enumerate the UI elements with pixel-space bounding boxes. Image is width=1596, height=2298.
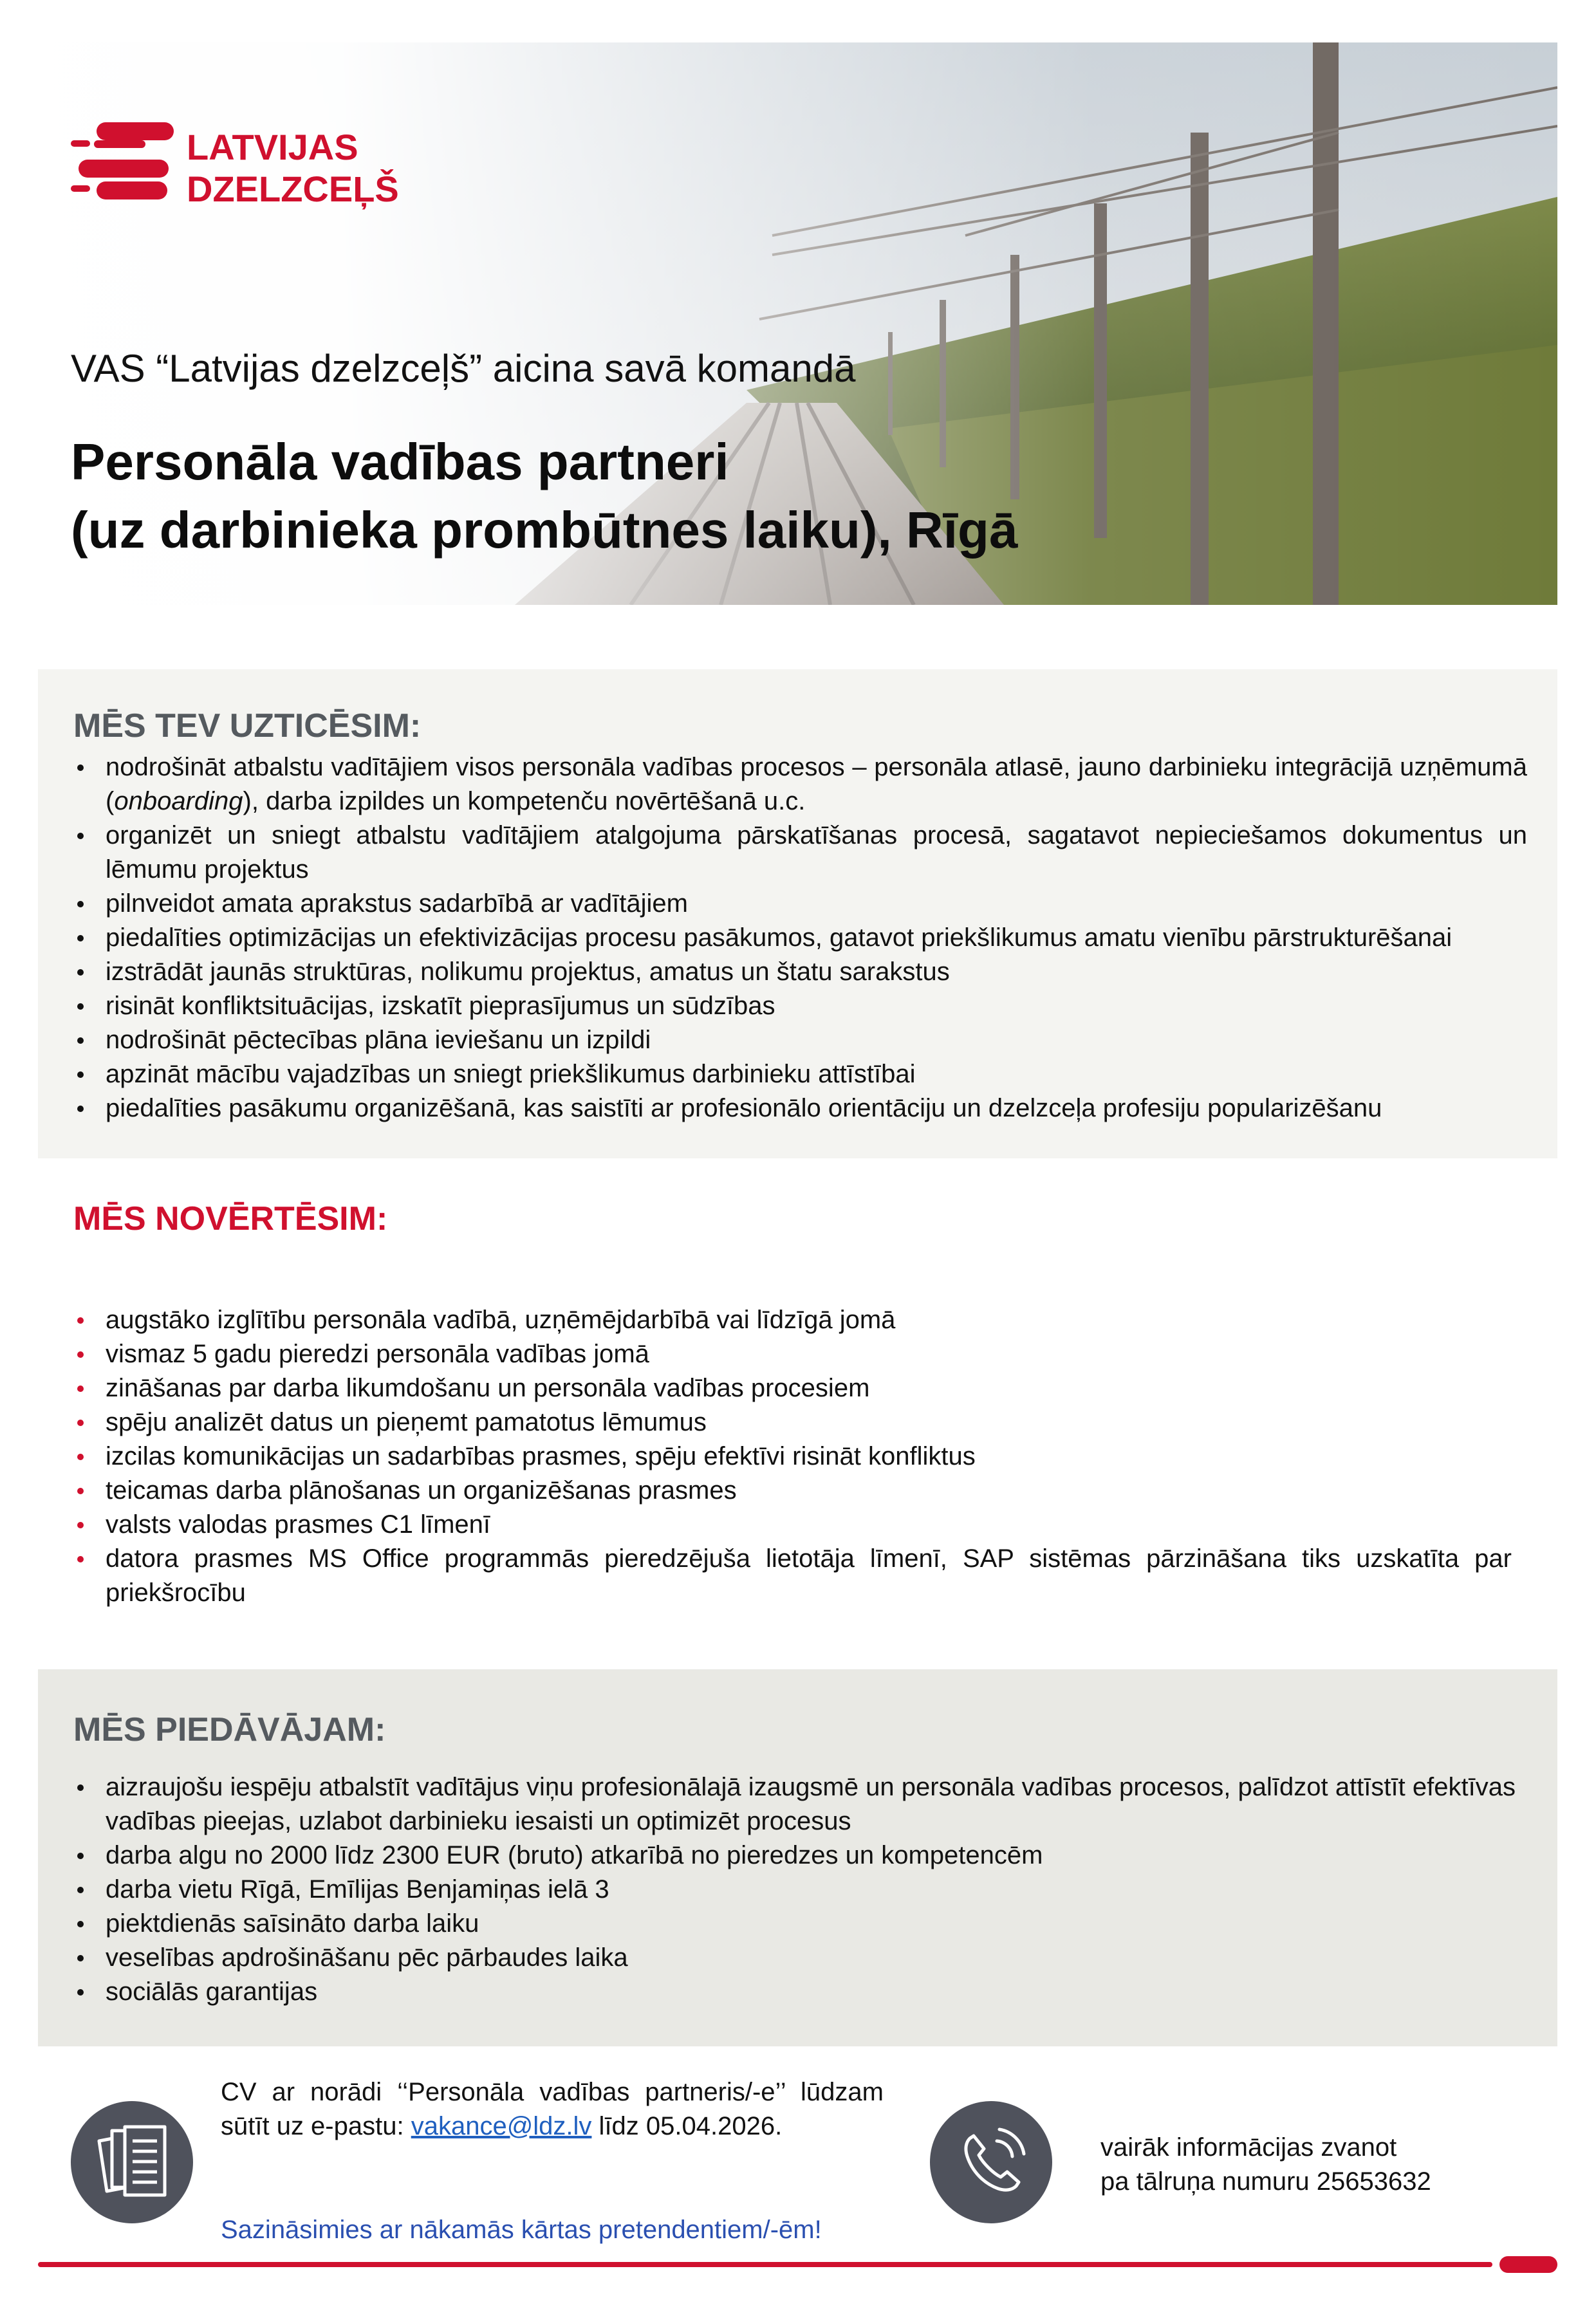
phone-icon <box>930 2101 1052 2223</box>
company-logo <box>71 115 405 224</box>
list-item: izcilas komunikācijas un sadarbības prasmes, spēju efektīvi risināt konfliktus <box>73 1440 1512 1474</box>
job-title <box>71 428 1017 564</box>
list-item: vismaz 5 gadu pieredzi personāla vadības jomā <box>73 1337 1512 1371</box>
document-icon <box>71 2101 193 2223</box>
list-item: zināšanas par darba likumdošanu un personāla vadības procesiem <box>73 1371 1512 1405</box>
phone-info-line1: vairāk informācijas zvanot <box>1100 2133 1397 2162</box>
list-item: veselības apdrošināšanu pēc pārbaudes laika <box>73 1941 1516 1975</box>
contact-note: Sazināsimies ar nākamās kārtas pretendentiem/-ēm! <box>221 2216 822 2244</box>
list-item: risināt konfliktsituācijas, izskatīt pieprasījumus un sūdzības <box>73 989 1527 1023</box>
list-item: organizēt un sniegt atbalstu vadītājiem atalgojuma pārskatīšanas procesā, sagatavot nepieciešamos dokumentus un lēmumu projektus <box>73 819 1527 887</box>
hero-section <box>0 0 1596 644</box>
intro-text: VAS “Latvijas dzelzceļš” aicina savā komandā <box>71 347 856 390</box>
list-item: piektdienās saīsināto darba laiku <box>73 1907 1516 1941</box>
list-item: nodrošināt pēctecības plāna ieviešanu un izpildi <box>73 1023 1527 1057</box>
logo-text-line1: LATVIJAS <box>187 127 358 167</box>
email-link[interactable]: vakance@ldz.lv <box>411 2112 592 2140</box>
list-item: darba algu no 2000 līdz 2300 EUR (bruto) atkarībā no pieredzes un kompetencēm <box>73 1839 1516 1873</box>
list-item: teicamas darba plānošanas un organizēšanas prasmes <box>73 1474 1512 1508</box>
phone-info <box>1100 2131 1431 2199</box>
responsibilities-list <box>73 750 1527 1126</box>
list-item: valsts valodas prasmes C1 līmenī <box>73 1508 1512 1542</box>
offer-heading: MĒS PIEDĀVĀJAM: <box>73 1711 386 1748</box>
phone-info-line2: pa tālruņa numuru 25653632 <box>1100 2167 1431 2196</box>
job-title-line1: Personāla vadības partneri <box>71 433 729 490</box>
job-title-line2: (uz darbinieka prombūtnes laiku), Rīgā <box>71 501 1018 559</box>
offer-list <box>73 1770 1516 2009</box>
list-item: nodrošināt atbalstu vadītājiem visos personāla vadības procesos – personāla atlasē, jauno darbinieku integrācijā uzņēmumā (onboarding), darba izpildes un kompetenču novērtēšanā u.c. <box>73 750 1527 819</box>
bottom-divider <box>38 2262 1492 2267</box>
list-item: spēju analizēt datus un pieņemt pamatotus lēmumus <box>73 1405 1512 1440</box>
list-item: apzināt mācību vajadzības un sniegt priekšlikumus darbinieku attīstībai <box>73 1057 1527 1091</box>
list-item: piedalīties pasākumu organizēšanā, kas saistīti ar profesionālo orientāciju un dzelzceļa profesiju popularizēšanu <box>73 1091 1527 1126</box>
list-item: augstāko izglītību personāla vadībā, uzņēmējdarbībā vai līdzīgā jomā <box>73 1303 1512 1337</box>
list-item: sociālās garantijas <box>73 1975 1516 2009</box>
responsibilities-heading: MĒS TEV UZTICĒSIM: <box>73 707 422 745</box>
list-item: darba vietu Rīgā, Emīlijas Benjamiņas ielā 3 <box>73 1873 1516 1907</box>
requirements-heading: MĒS NOVĒRTĒSIM: <box>73 1200 388 1237</box>
list-item: datora prasmes MS Office programmās pieredzējuša lietotāja līmenī, SAP sistēmas pārzināšana tiks uzskatīta par priekšrocību <box>73 1542 1512 1610</box>
list-item: pilnveidot amata aprakstus sadarbībā ar vadītājiem <box>73 887 1527 921</box>
bottom-accent <box>1499 2256 1557 2273</box>
list-item: aizraujošu iespēju atbalstīt vadītājus viņu profesionālajā izaugsmē un personāla vadības procesos, palīdzot attīstīt efektīvas vadības pieejas, uzlabot darbinieku iesaisti un optimizēt procesus <box>73 1770 1516 1839</box>
list-item: piedalīties optimizācijas un efektivizācijas procesu pasākumos, gatavot priekšlikumus amatu vienību pārstrukturēšanai <box>73 921 1527 955</box>
list-item: izstrādāt jaunās struktūras, nolikumu projektus, amatus un štatu sarakstus <box>73 955 1527 989</box>
cv-instructions: CV ar norādi ‘‘Personāla vadības partneris/-e’’ lūdzam sūtīt uz e-pastu: vakance@ldz.lv līdz 05.04.2026. <box>221 2078 884 2140</box>
requirements-list <box>73 1303 1512 1610</box>
logo-text-line2: DZELZCEĻŠ <box>187 169 399 209</box>
